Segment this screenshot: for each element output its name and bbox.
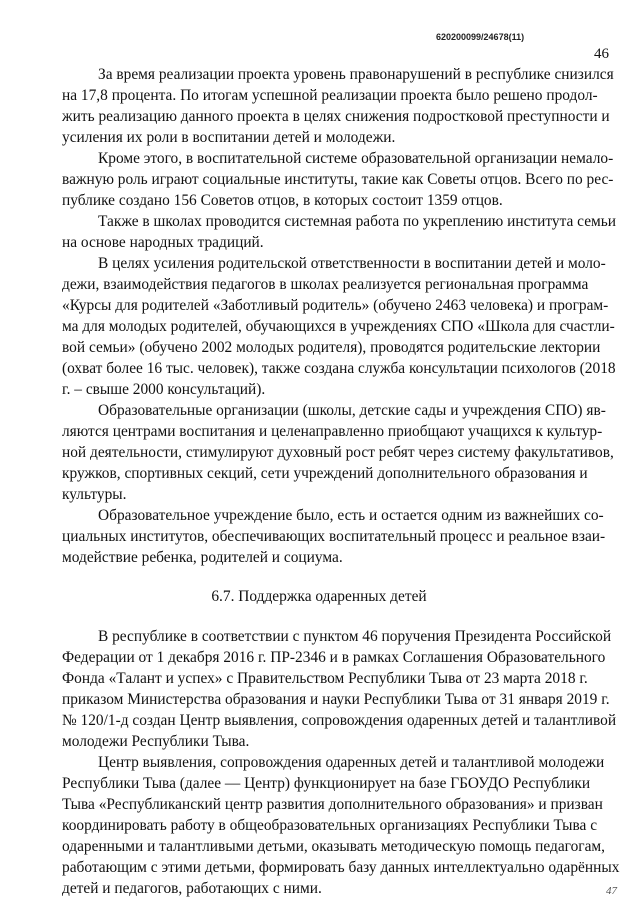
paragraph-5-line: ной деятельности, стимулируют духовный рост ребят через систему факультативов, — [62, 444, 614, 461]
paragraph-8-line: Тыва «Республиканский центр развития дополнительного образования» и призван — [62, 796, 603, 813]
paragraph-5-line: культуры. — [62, 486, 127, 503]
paragraph-7-line: № 120/1-д создан Центр выявления, сопровождения одаренных детей и талантливой — [62, 712, 617, 729]
paragraph-6-line: циальных институтов, обеспечивающих воспитательный процесс и реальное взаи- — [62, 528, 606, 545]
paragraph-7-line: Федерации от 1 декабря 2016 г. ПР-2346 и в рамках Соглашения Образовательного — [62, 649, 606, 666]
paragraph-4-line: ма для молодых родителей, обучающихся в учреждениях СПО «Школа для счастли- — [62, 318, 615, 335]
paragraph-4-line: г. – свыше 2000 консультаций). — [62, 381, 266, 398]
paragraph-8-line: одаренными и талантливыми детьми, оказывать методическую помощь педагогам, — [62, 838, 606, 855]
paragraph-5-line: ляются центрами воспитания и целенаправленно приобщают учащихся к культур- — [62, 423, 603, 440]
paragraph-8-line: Центр выявления, сопровождения одаренных детей и талантливой молодежи — [98, 754, 605, 771]
page-number: 46 — [594, 46, 609, 62]
paragraph-7-line: молодежи Республики Тыва. — [62, 733, 250, 750]
paragraph-6-line: модействие ребенка, родителей и социума. — [62, 549, 343, 566]
paragraph-8-line: Республики Тыва (далее — Центр) функционирует на базе ГБОУДО Республики — [62, 775, 591, 792]
paragraph-8-line: работающим с этими детьми, формировать базу данных интеллектуально одарённых — [62, 859, 620, 876]
paragraph-5-line: Образовательные организации (школы, детские сады и учреждения СПО) яв- — [98, 402, 606, 419]
paragraph-8-line: координировать работу в общеобразовательных организациях Республики Тыва с — [62, 817, 598, 834]
paragraph-2-line: публике создано 156 Советов отцов, в которых состоит 1359 отцов. — [62, 192, 503, 209]
document-number: 620200099/24678(11) — [436, 32, 525, 42]
section-heading: 6.7. Поддержка одаренных детей — [211, 588, 427, 605]
paragraph-4-line: (охват более 16 тыс. человек), также создана служба консультации психологов (2018 — [62, 360, 616, 377]
paragraph-3-line: на основе народных традиций. — [62, 234, 264, 251]
paragraph-7-line: В республике в соответствии с пунктом 46 поручения Президента Российской — [98, 628, 612, 645]
paragraph-1-line: усиления их роли в воспитании детей и молодежи. — [62, 129, 396, 146]
paragraph-4-line: дежи, взаимодействия педагогов в школах реализуется региональная программа — [62, 276, 589, 293]
paragraph-7-line: приказом Министерства образования и науки Республики Тыва от 31 января 2019 г. — [62, 691, 610, 708]
paragraph-1-line: на 17,8 процента. По итогам успешной реализации проекта было решено продол- — [62, 87, 598, 104]
paragraph-4-line: В целях усиления родительской ответственности в воспитании детей и моло- — [98, 255, 606, 272]
paragraph-8-line: детей и педагогов, работающих с ними. — [62, 880, 322, 897]
paragraph-7-line: Фонда «Талант и успех» с Правительством Республики Тыва от 23 марта 2018 г. — [62, 670, 588, 687]
paragraph-6-line: Образовательное учреждение было, есть и остается одним из важнейших со- — [98, 507, 604, 524]
paragraph-1-line: жить реализацию данного проекта в целях снижения подростковой преступности и — [62, 108, 610, 125]
paragraph-4-line: вой семьи» (обучено 2002 молодых родителя), проводятся родительские лектории — [62, 339, 601, 356]
paragraph-1-line: За время реализации проекта уровень правонарушений в республике снизился — [98, 66, 614, 83]
paragraph-2-line: Кроме этого, в воспитательной системе образовательной организации немало- — [98, 150, 614, 167]
paragraph-5-line: кружков, спортивных секций, сети учреждений дополнительного образования и — [62, 465, 588, 482]
handwritten-mark: 47 — [606, 885, 617, 897]
paragraph-2-line: важную роль играют социальные институты, такие как Советы отцов. Всего по рес- — [62, 171, 614, 188]
paragraph-4-line: «Курсы для родителей «Заботливый родитель» (обучено 2463 человека) и програм- — [62, 297, 609, 314]
paragraph-3-line: Также в школах проводится системная работа по укреплению института семьи — [98, 213, 617, 230]
